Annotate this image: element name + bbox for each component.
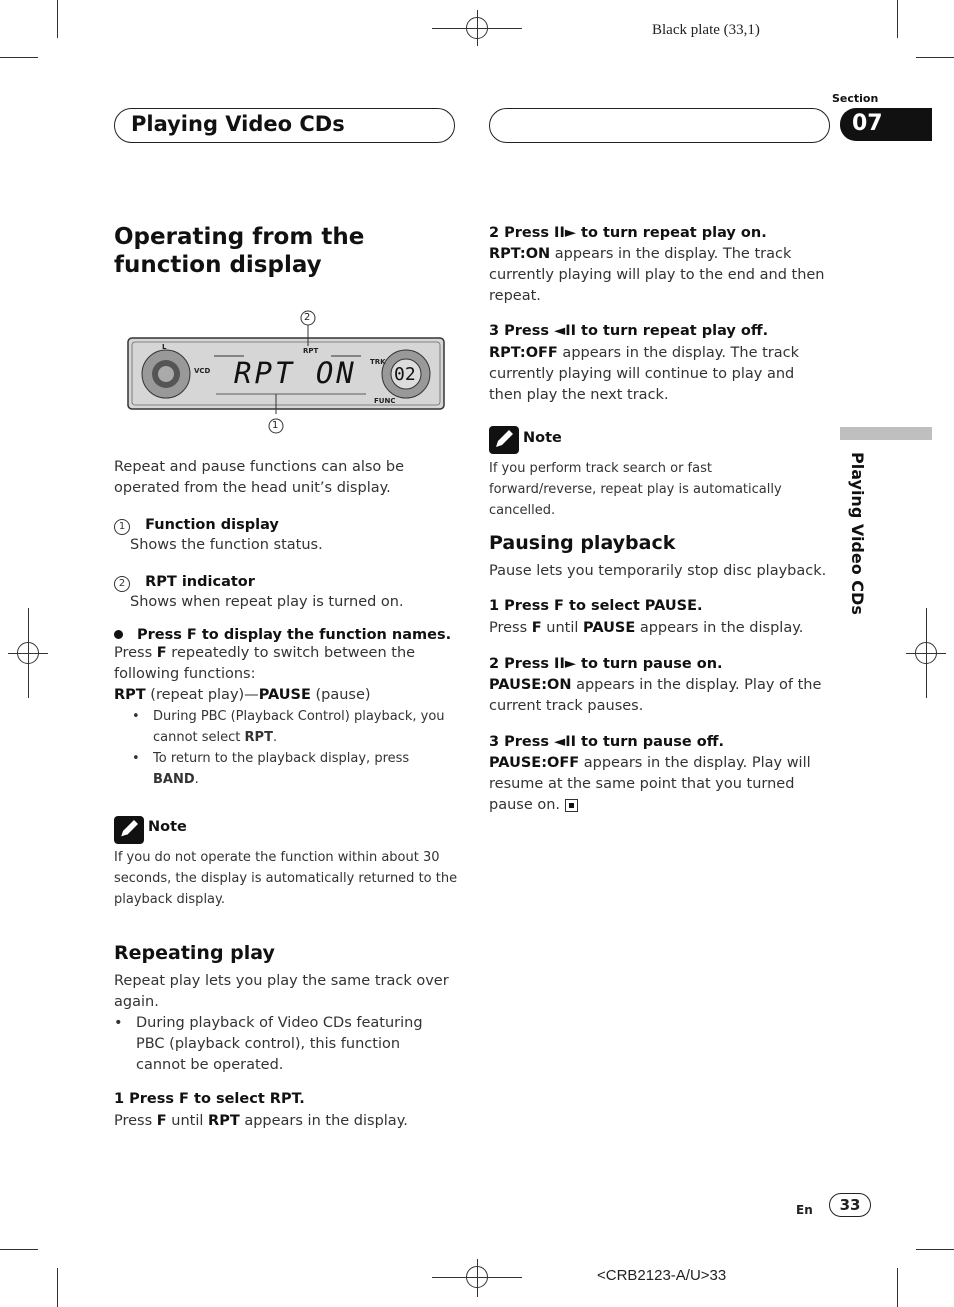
item-desc: Shows the function status. [130,537,323,553]
pausing-intro: Pause lets you temporarily stop disc playback. [489,563,827,579]
crop-mark [57,0,58,38]
plate-label: Black plate (33,1) [652,22,760,38]
side-tab-bar [840,427,932,440]
registration-circle [466,17,488,39]
registration-circle [915,642,937,664]
pausing-step-1-title: 1 Press F to select PAUSE. [489,598,703,614]
repeat-step-3-title: 3 Press ◄ⅠⅠ to turn repeat play off. [489,323,769,339]
bullet-step-para-2: RPT (repeat play)—PAUSE (pause) [114,687,371,703]
footer-language: En [796,1203,813,1217]
intro-paragraph: Repeat and pause functions can also be operated from the head unit’s display. [114,459,405,496]
crop-mark [0,1249,38,1250]
repeating-step-1-text: Press F until RPT appears in the display. [114,1113,408,1129]
item-number: 1 [114,519,130,535]
note-label: Note [523,430,562,446]
callout-item-2 [114,571,454,613]
lcd-vcd-label: VCD [194,367,211,375]
repeat-step-3-text: RPT:OFF appears in the display. The track currently playing will continue to play and then play the next track. [489,345,800,403]
registration-circle [466,1266,488,1288]
lcd-l-label: L [162,343,167,351]
lcd-track-number: 02 [394,364,416,385]
note-pencil-icon [489,426,519,454]
lcd-main-text: RPT ON [234,356,357,390]
pausing-heading: Pausing playback [489,532,676,554]
crop-mark [897,0,898,38]
pausing-step-3-title: 3 Press ◄ⅠⅠ to turn pause off. [489,734,724,750]
item-number: 2 [114,576,130,592]
page-number: 33 [839,1196,861,1214]
crop-mark [57,1268,58,1307]
section-heading: Operating from the function display [114,224,365,278]
item-title: RPT indicator [145,574,255,590]
crop-mark [897,1268,898,1307]
note-pencil-icon [114,816,144,844]
crop-mark [0,57,38,58]
bullet-dot [114,630,123,639]
header-title: Playing Video CDs [131,112,345,136]
section-number: 07 [852,111,883,136]
section-label: Section [832,92,879,105]
end-square-icon [565,799,578,812]
pausing-step-2-text: PAUSE:ON appears in the display. Play of the current track pauses. [489,677,822,714]
header-title-pill [114,108,455,143]
item-desc: Shows when repeat play is turned on. [130,594,404,610]
pausing-step-2-title: 2 Press ⅠⅠ► to turn pause on. [489,656,723,672]
crop-mark [916,57,954,58]
repeating-bullet: • During playback of Video CDs featuring PBC (playback control), this function cannot be operated. [114,1015,423,1073]
callout-2: 2 [304,312,311,323]
note-label: Note [148,819,187,835]
repeating-intro: Repeat play lets you play the same track over again. [114,973,449,1010]
crop-mark [916,1249,954,1250]
bullet-step-para-1: Press F repeatedly to switch between the following functions: [114,645,416,682]
lcd-rpt-label: RPT [303,347,319,355]
page-number-box [829,1193,871,1217]
item-title: Function display [145,517,279,533]
note-text: If you perform track search or fast forward/reverse, repeat play is automatically cancelled. [489,461,782,518]
bullet-step-title-text: Press F to display the function names. [137,627,452,643]
note-text: If you do not operate the function within about 30 seconds, the display is automatically returned to the playback display. [114,850,458,907]
header-empty-pill [489,108,830,143]
repeating-step-1-title: 1 Press F to select RPT. [114,1091,305,1107]
repeat-step-2-title: 2 Press ⅠⅠ► to turn repeat play on. [489,225,767,241]
lcd-trk-label: TRK [370,358,386,366]
section-number-box [840,108,932,141]
registration-circle [17,642,39,664]
callout-1: 1 [272,420,279,431]
lcd-func-label: FUNC [374,397,396,405]
sub-bullet-1: • During PBC (Playback Control) playback, you cannot select RPT. [132,709,445,745]
bullet-step-title [114,627,454,643]
bullet-step [114,627,454,790]
sub-bullet-2: • To return to the playback display, press BAND. [132,751,410,787]
repeat-step-2-text: RPT:ON appears in the display. The track currently playing will play to the end and then repeat. [489,246,825,304]
function-display-illustration [126,310,446,440]
callout-item-1 [114,514,454,556]
pausing-step-1-text: Press F until PAUSE appears in the display. [489,620,804,636]
pausing-step-3-text: PAUSE:OFF appears in the display. Play will resume at the same point that you turned pause on. [489,755,811,813]
side-tab-label: Playing Video CDs [848,452,867,615]
footer-code: <CRB2123-A/U>33 [597,1267,727,1284]
repeating-heading: Repeating play [114,942,275,964]
